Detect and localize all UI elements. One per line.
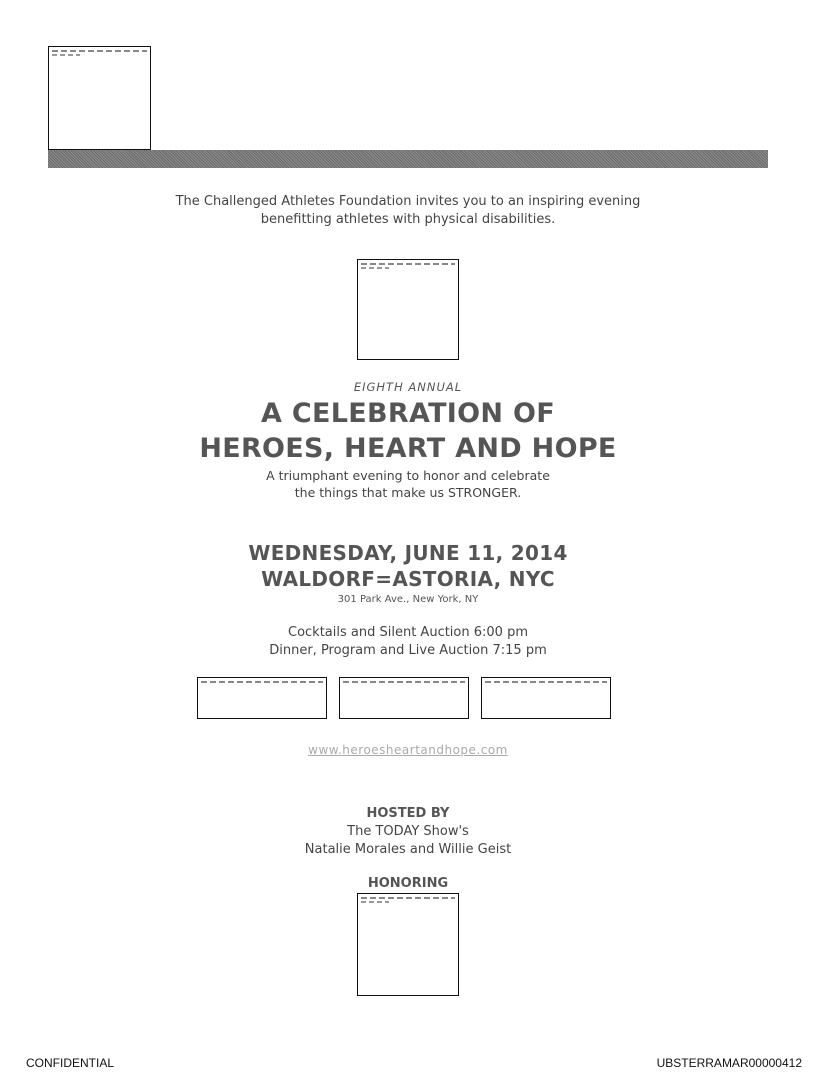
placeholder-text-line	[361, 901, 389, 903]
schedule-line-2: Dinner, Program and Live Auction 7:15 pm	[269, 643, 547, 658]
event-venue: WALDORF=ASTORIA, NYC	[261, 567, 555, 591]
bates-number: UBSTERRAMAR00000412	[656, 1056, 802, 1070]
header-bar	[48, 150, 768, 168]
website-row	[0, 739, 816, 758]
schedule-line-1: Cocktails and Silent Auction 6:00 pm	[288, 625, 528, 640]
hosts-line-1: The TODAY Show's	[347, 824, 469, 839]
placeholder-text-line	[52, 54, 80, 56]
placeholder-text-line	[361, 263, 455, 265]
intro-text	[0, 193, 816, 229]
placeholder-text-line	[343, 681, 465, 683]
placeholder-text-line	[52, 50, 147, 52]
honoring-heading: HONORING	[367, 876, 449, 891]
confidential-label: CONFIDENTIAL	[26, 1056, 115, 1070]
event-schedule	[0, 624, 816, 660]
event-title-line-2: HEROES, HEART AND HOPE	[199, 433, 617, 464]
tagline-line-2: the things that make us STRONGER.	[294, 485, 522, 500]
sponsor-image-placeholder-2	[339, 677, 469, 719]
event-address: 301 Park Ave., New York, NY	[337, 594, 479, 605]
hosts-line-2: Natalie Morales and Willie Geist	[304, 842, 512, 857]
placeholder-text-line	[361, 897, 455, 899]
event-title-line-1: A CELEBRATION OF	[261, 398, 555, 429]
hosts	[0, 823, 816, 859]
sponsor-image-placeholder-1	[197, 677, 327, 719]
honoree-image-placeholder	[357, 893, 459, 996]
placeholder-text-line	[361, 267, 389, 269]
tagline	[0, 467, 816, 501]
hosted-by-heading: HOSTED BY	[366, 806, 450, 821]
intro-line-2: benefitting athletes with physical disabilities.	[260, 212, 556, 227]
edition-label: EIGHTH ANNUAL	[353, 380, 463, 394]
intro-line-1: The Challenged Athletes Foundation invites you to an inspiring evening	[175, 194, 641, 209]
event-date: WEDNESDAY, JUNE 11, 2014	[248, 541, 568, 565]
sponsor-image-placeholder-3	[481, 677, 611, 719]
website-link[interactable]: www.heroesheartandhope.com	[308, 743, 508, 757]
tagline-line-1: A triumphant evening to honor and celebrate	[266, 468, 550, 483]
placeholder-text-line	[485, 681, 607, 683]
logo-image-placeholder	[48, 46, 151, 150]
placeholder-text-line	[201, 681, 323, 683]
emblem-image-placeholder	[357, 259, 459, 360]
